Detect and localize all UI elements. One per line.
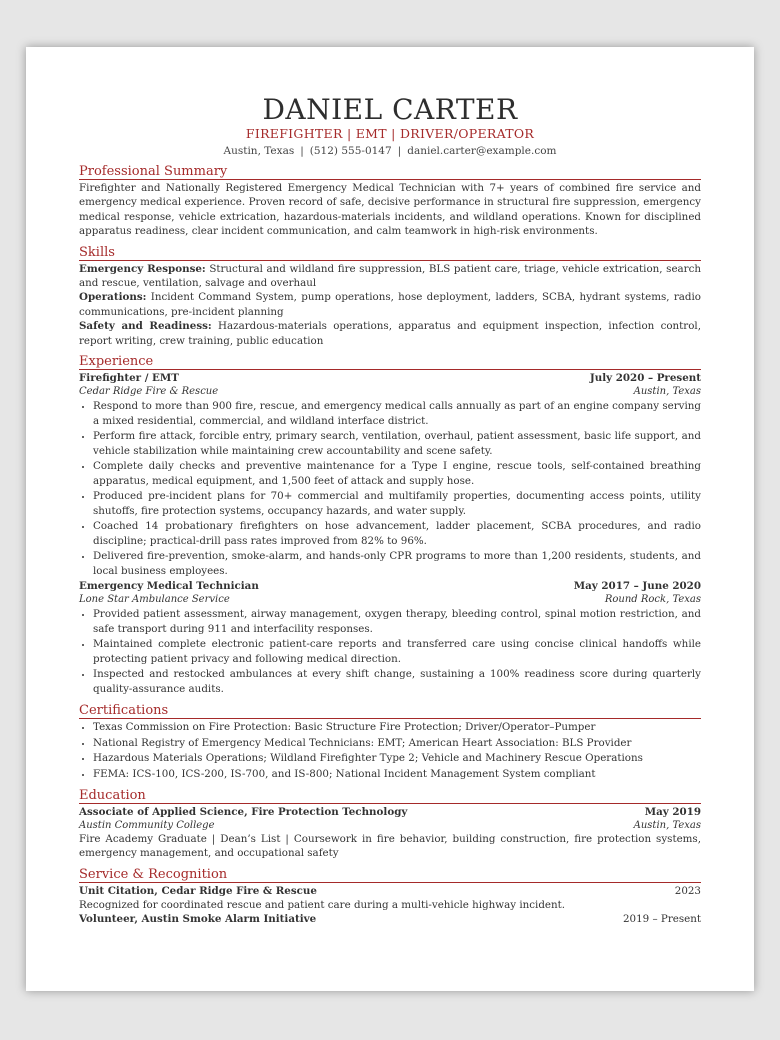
- experience-section: [79, 354, 701, 697]
- certifications-section: [79, 703, 701, 782]
- service-name: Unit Citation, Cedar Ridge Fire & Rescue: [79, 884, 317, 897]
- education-section: [79, 788, 701, 861]
- skill-text: Structural and wildland fire suppression, BLS patient care, triage, vehicle extrication, search and rescue, ventilation, salvage and overhaul: [79, 262, 701, 290]
- job-bullets: [79, 607, 701, 697]
- section-title: Professional Summary: [79, 164, 701, 180]
- education-header: [79, 805, 701, 819]
- service-text: Recognized for coordinated rescue and patient care during a multi-vehicle highway incident.: [79, 898, 566, 911]
- education-date: May 2019: [644, 806, 701, 819]
- skill-label: Safety and Readiness:: [79, 320, 212, 333]
- contact-separator: |: [300, 145, 304, 157]
- skill-line: [79, 262, 701, 291]
- job-dates: July 2020 – Present: [589, 372, 701, 385]
- resume-page: [26, 47, 754, 991]
- candidate-name: DANIEL CARTER: [262, 93, 518, 126]
- contact-separator: |: [397, 145, 402, 157]
- section-title: Service & Recognition: [79, 867, 701, 883]
- job-bullet: • Perform fire attack, forcible entry, primary search, ventilation, overhaul, patient assessment, basic life support, and vehicle stabilization while maintaining crew accountability and scene safety.: [93, 429, 701, 459]
- job-header: [79, 371, 701, 385]
- service-section: [79, 867, 701, 926]
- job-subheader: [79, 385, 701, 398]
- job-org: Cedar Ridge Fire & Rescue: [79, 386, 219, 398]
- job-bullets: [79, 399, 701, 579]
- service-header: [79, 884, 701, 898]
- job-bullet: • Provided patient assessment, airway management, oxygen therapy, bleeding control, spinal motion restriction, and safe transport during 911 and interfacility responses.: [93, 607, 701, 637]
- certification-list: [79, 720, 701, 782]
- candidate-roles: FIREFIGHTER | EMT | DRIVER/OPERATOR: [245, 126, 535, 141]
- resume-content: [79, 95, 701, 926]
- contact-location: Austin, Texas: [223, 145, 295, 157]
- contact-line: [79, 144, 701, 158]
- skill-line: [79, 290, 701, 319]
- job-header: [79, 579, 701, 593]
- job-bullet: • Maintained complete electronic patient-care reports and transferred care using concise clinical handoffs while protecting patient privacy and following medical direction.: [93, 637, 701, 667]
- skill-text: Incident Command System, pump operations, hose deployment, ladders, SCBA, hydrant systems, radio communications, pre-incident planning: [79, 291, 701, 318]
- skills-section: [79, 245, 701, 348]
- skill-label: Operations:: [79, 291, 147, 304]
- education-subheader: [79, 819, 701, 832]
- job-bullet: • Delivered fire-prevention, smoke-alarm, and hands-only CPR programs to more than 1,200 residents, students, and local business employees.: [93, 549, 701, 579]
- section-title: Experience: [79, 354, 701, 370]
- skill-line: [79, 319, 701, 348]
- contact-phone: (512) 555-0147: [309, 145, 392, 157]
- summary-section: [79, 164, 701, 239]
- certification-item: • Texas Commission on Fire Protection: Basic Structure Fire Protection; Driver/Operator–Pumper: [93, 720, 701, 736]
- summary-text: Firefighter and Nationally Registered Emergency Medical Technician with 7+ years of combined fire service and emergency medical experience. Proven record of safe, decisive performance in structural fire suppression, emergency medical response, vehicle extrication, hazardous-materials incidents, and wildland operations. Known for disciplined apparatus readiness, clear incident communication, and calm teamwork in high-risk environments.: [79, 182, 701, 238]
- certification-item: • Hazardous Materials Operations; Wildland Firefighter Type 2; Vehicle and Machinery Rescue Operations: [93, 751, 701, 767]
- job-bullet: • Produced pre-incident plans for 70+ commercial and multifamily properties, documenting access points, utility shutoffs, fire protection systems, occupancy hazards, and water supply.: [93, 489, 701, 519]
- education-details: Fire Academy Graduate | Dean’s List | Coursework in fire behavior, building construction, fire protection systems, emergency management, and occupational safety: [79, 833, 701, 860]
- job-subheader: [79, 593, 701, 606]
- job-org: Lone Star Ambulance Service: [79, 594, 230, 606]
- certification-item: • FEMA: ICS-100, ICS-200, IS-700, and IS-800; National Incident Management System compliant: [93, 767, 701, 783]
- job-bullet: • Inspected and restocked ambulances at every shift change, sustaining a 100% readiness score during quarterly quality-assurance audits.: [93, 667, 701, 697]
- service-header: [79, 912, 701, 926]
- job-role: Firefighter / EMT: [79, 372, 179, 385]
- section-title: Education: [79, 788, 701, 804]
- education-school: Austin Community College: [79, 820, 215, 832]
- job-location: Round Rock, Texas: [604, 594, 701, 606]
- section-title: Skills: [79, 245, 701, 261]
- job-dates: May 2017 – June 2020: [573, 580, 701, 593]
- service-date: 2019 – Present: [623, 913, 701, 926]
- section-title: Certifications: [79, 703, 701, 719]
- service-name: Volunteer, Austin Smoke Alarm Initiative: [79, 913, 317, 926]
- contact-email: daniel.carter@example.com: [407, 145, 557, 157]
- education-degree: Associate of Applied Science, Fire Protection Technology: [79, 806, 408, 819]
- job-location: Austin, Texas: [633, 386, 701, 398]
- skill-label: Emergency Response:: [79, 262, 206, 275]
- service-date: 2023: [674, 884, 701, 897]
- skill-text: Hazardous-materials operations, apparatus and equipment inspection, infection control, report writing, crew training, public education: [79, 320, 701, 347]
- job-role: Emergency Medical Technician: [79, 580, 259, 593]
- education-location: Austin, Texas: [633, 820, 701, 832]
- job-bullet: • Complete daily checks and preventive maintenance for a Type I engine, rescue tools, self-contained breathing apparatus, medical equipment, and 1,500 feet of attack and supply hose.: [93, 459, 701, 489]
- certification-item: • National Registry of Emergency Medical Technicians: EMT; American Heart Association: BLS Provider: [93, 736, 701, 752]
- job-bullet: • Respond to more than 900 fire, rescue, and emergency medical calls annually as part of an engine company serving a mixed residential, commercial, and wildland interface district.: [93, 399, 701, 429]
- job-bullet: • Coached 14 probationary firefighters on hose advancement, ladder placement, SCBA procedures, and radio discipline; practical-drill pass rates improved from 82% to 96%.: [93, 519, 701, 549]
